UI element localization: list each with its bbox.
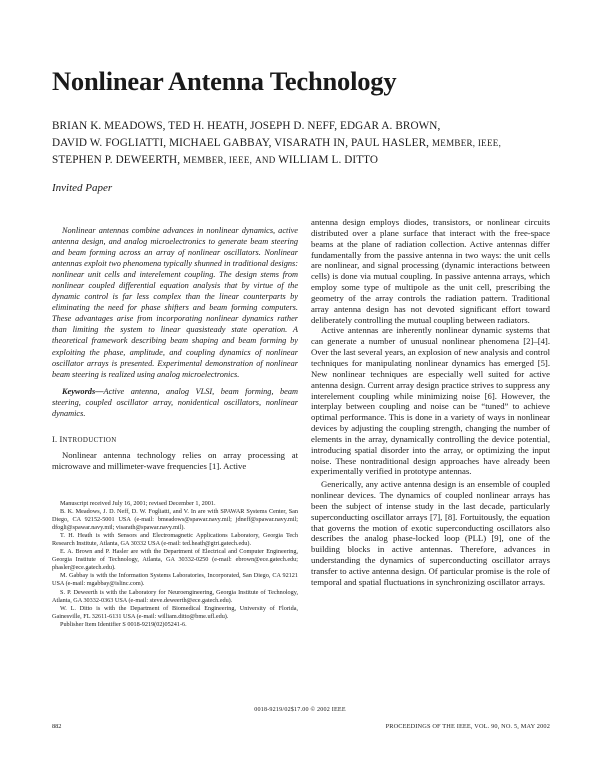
section-heading xyxy=(52,434,298,446)
author-line xyxy=(52,152,562,169)
abstract xyxy=(52,225,298,419)
body-paragraph: antenna design employs diodes, transistors, or nonlinear circuits distributed over a plane surface that interact with the free-space beams at the plane of radiation collection. Active antennas differ fundamentally from the passive antenna in two ways: the unit cells are nonlinear, and signal processing (dynamic interactions between cells) is done via mutual coupling. In passive antenna arrays, which employ some type of multipole as the unit cell, prescribing the geometry of the array controls the radiation pattern. Traditional array antenna design has not devoted significant effort toward deliberately controlling the mutual coupling between radiators. xyxy=(311,217,550,325)
footnote: S. P. Deweerth is with the Laboratory for Neuroengineering, Georgia Institute of Technology, Atlanta, GA 30332-0363 USA (e-mail: steve.deweerth@ece.gatech.edu). xyxy=(52,588,298,604)
member-ieee: MEMBER, IEEE, xyxy=(431,138,502,148)
author-line xyxy=(52,135,562,152)
footnote: E. A. Brown and P. Hasler are with the Department of Electrical and Computer Engineering, Georgia Institute of Technology, Atlanta, GA 30332-0250 (e-mail: ebrown@ece.gatech.edu; phasler@ece.gatech.edu). xyxy=(52,548,298,572)
keywords xyxy=(52,386,298,419)
paper-title: Nonlinear Antenna Technology xyxy=(52,66,397,96)
author-names: DAVID W. FOGLIATTI, MICHAEL GABBAY, VISARATH IN, PAUL HASLER, xyxy=(52,137,430,149)
footnote: Publisher Item Identifier S 0018-9219(02)05241-6. xyxy=(60,620,187,628)
author-line: BRIAN K. MEADOWS, TED H. HEATH, JOSEPH D. NEFF, EDGAR A. BROWN, xyxy=(52,120,441,132)
left-column xyxy=(52,225,298,472)
body-paragraph: Generically, any active antenna design is an ensemble of coupled nonlinear devices. The dynamics of coupled nonlinear arrays has been the subject of intense study in the last decade, particularly superconducting oscillator arrays [7], [8]. Fortuitously, the equation that governs the motion of exotic superconducting oscillators also describes the analog phase-locked loop (PLL) [9], one of the building blocks in active antennas. Therefore, advances in understanding the dynamics of superconducting oscillator arrays transfer to active antenna design. Of particular promise is the role of temporal and spatial fluctuations in synchronizing oscillator arrays. xyxy=(311,479,550,587)
footnotes xyxy=(52,500,298,629)
copyright-line: 0018-9219/02$17.00 © 2002 IEEE xyxy=(254,707,346,713)
author-and: AND xyxy=(255,155,276,165)
footnote: W. L. Ditto is with the Department of Biomedical Engineering, University of Florida, Gainesville, FL 32611-6131 USA (e-mail: william.ditto@bme.ufl.edu). xyxy=(52,604,298,620)
keywords-label: Keywords— xyxy=(62,386,104,396)
keywords-text: Active antenna, analog VLSI, beam forming, beam steering, coupled oscillator array, nonidentical oscillators, nonlinear dynamics. xyxy=(52,386,298,418)
author-list xyxy=(52,118,562,169)
page-number: 882 xyxy=(52,723,62,730)
section-initial: I xyxy=(59,434,63,444)
section-title: NTRODUCTION xyxy=(62,436,117,444)
footnote: B. K. Meadows, J. D. Neff, D. W. Fogliatti, and V. In are with SPAWAR Systems Center, San Diego, CA 92152-5001 USA (e-mail: bmeadows@spawar.navy.mil; jdneff@spawar.navy.mil; dfogli@spawar.navy.mil; visarath@spawar.navy.mil). xyxy=(52,508,298,532)
intro-paragraph: Nonlinear antenna technology relies on array processing at microwave and millimeter-wave frequencies [1]. Active xyxy=(52,449,298,471)
footnote: M. Gabbay is with the Information Systems Laboratories, Incorporated, San Diego, CA 92121 USA (e-mail: mgabbay@islinc.com). xyxy=(52,572,298,588)
footnote: T. H. Heath is with Sensors and Electromagnetic Applications Laboratory, Georgia Tech Research Institute, Atlanta, GA 30332 USA (e-mail: ted.heath@gtri.gatech.edu). xyxy=(52,532,298,548)
author-names: STEPHEN P. DEWEERTH, xyxy=(52,154,181,166)
section-number: I. xyxy=(52,434,58,444)
footnote: Manuscript received July 16, 2001; revised December 1, 2001. xyxy=(60,500,216,507)
right-column xyxy=(311,217,550,588)
body-paragraph: Active antennas are inherently nonlinear dynamic systems that can generate a number of unusual nonlinear phenomena [2]–[4]. Over the last several years, an explosion of new analysis and control techniques for manipulating nonlinear dynamics has emerged [5]. New nonlinear techniques are especially well suited for active antenna design. Current array design practice strives to suppress any interelement coupling while minimizing noise [6]. However, the interplay between coupling and noise can be “tuned” to achieve optimal performance. This is done in a variety of ways in nonlinear devices by adjusting the coupling strength, changing the number of elements in the array, dynamically controlling the device potential, introducing spatial disorder into the array, or optimizing the input noise. These nontraditional design approaches have already been experimentally verified in prototype antennas. xyxy=(311,325,550,477)
author-names: WILLIAM L. DITTO xyxy=(278,154,379,166)
abstract-text: Nonlinear antennas combine advances in nonlinear dynamics, active antenna design, and analog microelectronics to generate beam steering and beam forming across an array of nonlinear oscillators. Nonlinear antennas exploit two phenomena typically shunned in traditional designs: nonlinear unit cells and interelement coupling. The design stems from nonlinear coupled differential equation analysis that by virtue of the dynamic control is far less complex than the linear counterparts by eliminating the need for phase shifters and beam forming computers. These advantages arise from incorporating nonlinear dynamics rather than limiting the system to linear quasisteady state operation. A theoretical framework describing beam shaping and beam forming by exploiting the phase, amplitude, and coupling dynamics of nonlinear oscillator arrays is presented. Experimental demonstration of nonlinear beam steering is realized using analog microelectronics. xyxy=(52,226,298,379)
journal-footer: PROCEEDINGS OF THE IEEE, VOL. 90, NO. 5, MAY 2002 xyxy=(385,723,550,730)
paper-type: Invited Paper xyxy=(52,182,113,194)
member-ieee: MEMBER, IEEE, xyxy=(183,155,253,165)
